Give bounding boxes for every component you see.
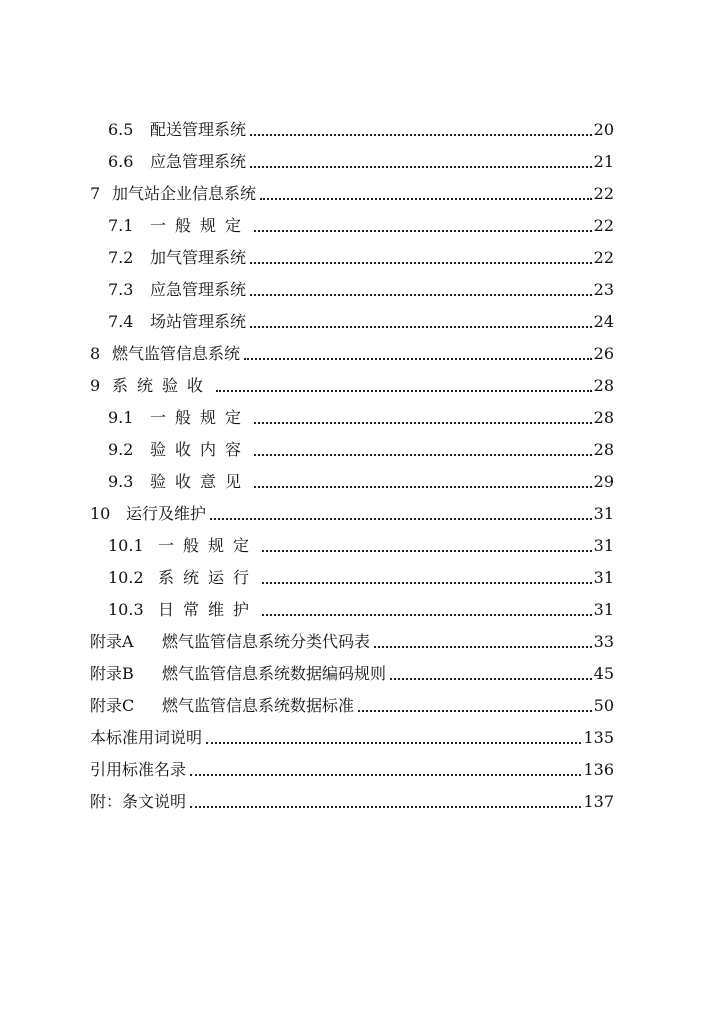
toc-entry-title: 加气站企业信息系统 [112,184,257,203]
dot-leader [390,677,592,680]
toc-entry-page: 31 [593,568,614,587]
dot-leader [250,133,592,136]
toc-entry-page: 28 [593,376,614,395]
toc-entry-page: 21 [593,152,614,171]
toc-entry-title: 燃气监管信息系统数据编码规则 [162,664,387,683]
toc-entry-6-6[interactable] [108,146,614,178]
toc-entry-page: 50 [593,696,614,715]
toc-entry-title: 一般规定 [150,408,251,427]
dot-leader [254,229,592,232]
toc-entry-title: 引用标准名录 [90,760,187,779]
toc-entry-appendix-a[interactable] [90,626,614,658]
toc-entry-title: 一般规定 [158,536,259,555]
toc-entry-page: 31 [593,504,614,523]
toc-entry-number: 附录C [90,696,135,715]
dot-leader [260,197,592,200]
toc-entry-number: 9.1 [108,408,134,427]
toc-entry-title: 系统运行 [158,568,259,587]
dot-leader [254,453,592,456]
dot-leader [216,389,592,392]
dot-leader [210,517,592,520]
toc-entry-cited-standards[interactable] [90,754,614,786]
toc-entry-page: 135 [583,728,614,747]
dot-leader [262,581,592,584]
dot-leader [244,357,592,360]
toc-entry-page: 33 [593,632,614,651]
toc-entry-number: 7.1 [108,216,134,235]
toc-entry-title: 燃气监管信息系统数据标准 [162,696,355,715]
toc-entry-number: 10 [90,504,111,523]
toc-entry-number: 10.3 [108,600,144,619]
toc-entry-title: 加气管理系统 [150,248,247,267]
toc-entry-page: 28 [593,408,614,427]
toc-entry-number: 6.5 [108,120,134,139]
toc-entry-page: 31 [593,600,614,619]
dot-leader [190,773,581,776]
toc-entry-number: 7 [90,184,101,203]
toc-entry-10-3[interactable] [108,594,614,626]
toc-entry-number: 8 [90,344,101,363]
dot-leader [206,741,581,744]
toc-entry-number: 10.1 [108,536,144,555]
toc-entry-6-5[interactable] [108,114,614,146]
dot-leader [374,645,592,648]
toc-entry-page: 20 [593,120,614,139]
toc-entry-page: 28 [593,440,614,459]
toc-entry-7[interactable] [90,178,614,210]
dot-leader [262,549,592,552]
toc-entry-page: 24 [593,312,614,331]
toc-entry-appendix-b[interactable] [90,658,614,690]
toc-entry-page: 31 [593,536,614,555]
toc-entry-number: 7.2 [108,248,134,267]
toc-entry-number: 9.2 [108,440,134,459]
toc-entry-7-1[interactable] [108,210,614,242]
toc-entry-title: 应急管理系统 [150,280,247,299]
toc-entry-10-2[interactable] [108,562,614,594]
toc-entry-7-2[interactable] [108,242,614,274]
toc-entry-clause-explanation[interactable] [90,786,614,818]
toc-entry-page: 26 [593,344,614,363]
toc-entry-title: 日常维护 [158,600,259,619]
toc-entry-10-1[interactable] [108,530,614,562]
toc-entry-number: 9 [90,376,101,395]
toc-entry-page: 45 [593,664,614,683]
toc-entry-page: 22 [593,248,614,267]
toc-entry-number: 6.6 [108,152,134,171]
toc-entry-10[interactable] [90,498,614,530]
dot-leader [250,261,592,264]
dot-leader [250,293,592,296]
toc-entry-number: 附录B [90,664,134,683]
toc-entry-title: 应急管理系统 [150,152,247,171]
toc-entry-title: 燃气监管信息系统 [112,344,241,363]
toc-entry-title: 场站管理系统 [150,312,247,331]
toc-entry-number: 9.3 [108,472,134,491]
toc-entry-number: 7.4 [108,312,134,331]
toc-entry-page: 23 [593,280,614,299]
toc-entry-title: 一般规定 [150,216,251,235]
toc-entry-number: 10.2 [108,568,144,587]
toc-entry-9[interactable] [90,370,614,402]
dot-leader [250,165,592,168]
dot-leader [358,709,592,712]
dot-leader [254,485,592,488]
toc-entry-title: 运行及维护 [126,504,207,523]
toc-entry-page: 136 [583,760,614,779]
toc-entry-9-1[interactable] [108,402,614,434]
dot-leader [250,325,592,328]
toc-entry-7-3[interactable] [108,274,614,306]
toc-entry-number: 附录A [90,632,134,651]
toc-entry-title: 附：条文说明 [90,792,187,811]
toc-entry-title: 验收内容 [150,440,251,459]
toc-entry-title: 配送管理系统 [150,120,247,139]
toc-entry-number: 7.3 [108,280,134,299]
dot-leader [262,613,592,616]
toc-entry-9-2[interactable] [108,434,614,466]
toc-entry-page: 22 [593,216,614,235]
toc-entry-title: 验收意见 [150,472,251,491]
toc-entry-8[interactable] [90,338,614,370]
toc-entry-page: 137 [583,792,614,811]
toc-entry-9-3[interactable] [108,466,614,498]
toc-entry-title: 系统验收 [112,376,213,395]
toc-entry-7-4[interactable] [108,306,614,338]
toc-entry-title: 燃气监管信息系统分类代码表 [162,632,371,651]
dot-leader [254,421,592,424]
toc-entry-title: 本标准用词说明 [90,728,203,747]
toc-entry-appendix-c[interactable] [90,690,614,722]
dot-leader [190,805,581,808]
toc-entry-page: 22 [593,184,614,203]
toc-entry-page: 29 [593,472,614,491]
toc-entry-terms-explanation[interactable] [90,722,614,754]
